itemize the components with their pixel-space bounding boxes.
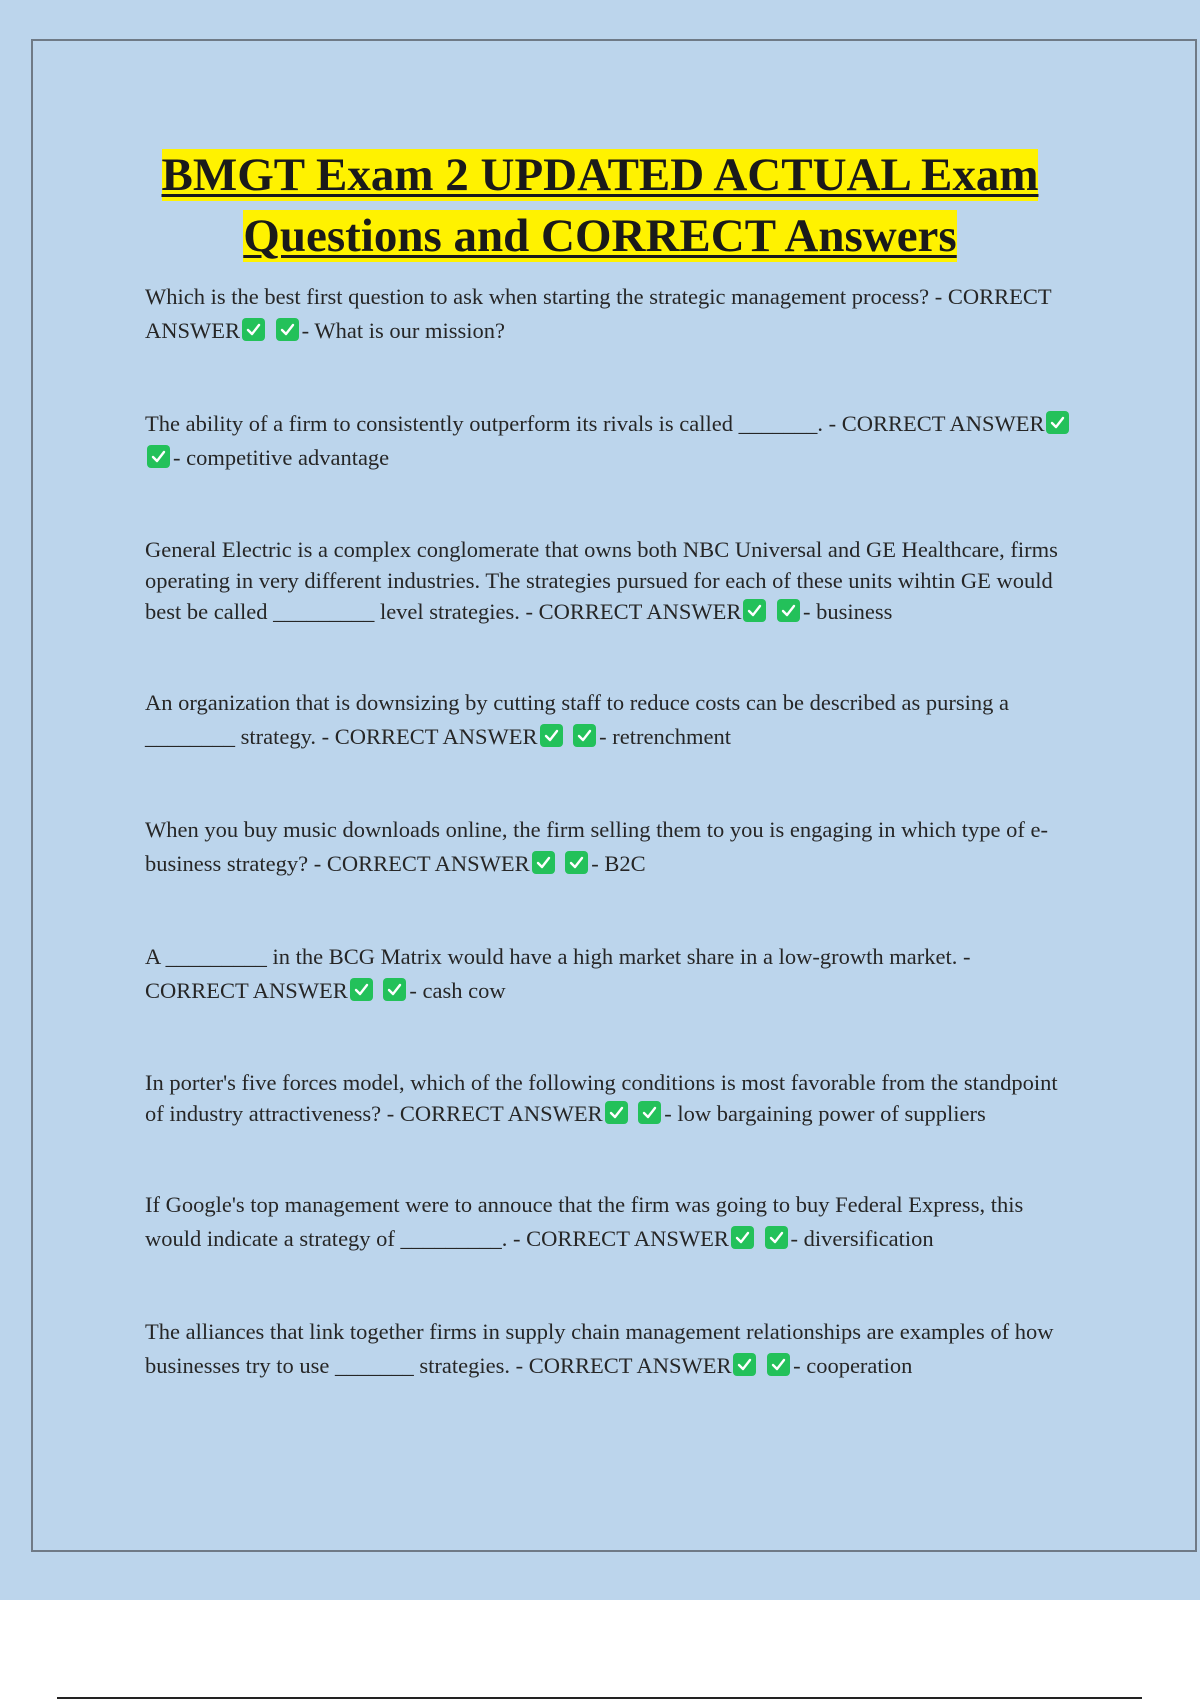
checkmark-icon	[565, 851, 588, 874]
checkmark-icon	[743, 599, 766, 622]
checkmark-icon	[532, 851, 555, 874]
answer-label: CORRECT ANSWER	[538, 599, 742, 624]
answer-text: B2C	[604, 851, 646, 876]
answer-text: cooperation	[806, 1353, 913, 1378]
answer-label: CORRECT ANSWER	[145, 284, 1052, 343]
qa-item	[145, 940, 1075, 1008]
question-text: If Google's top management were to annouce that the firm was going to buy Federal Express, this would indicate a strategy of _________. -	[145, 1192, 1024, 1251]
answer-separator: -	[301, 318, 315, 343]
qa-item	[145, 1067, 1075, 1129]
checkmark-icon	[350, 978, 373, 1001]
qa-item	[145, 1315, 1075, 1383]
question-text: When you buy music downloads online, the firm selling them to you is engaging in which type of e-business strategy? -	[145, 817, 1048, 876]
checkmark-icon	[731, 1226, 754, 1249]
checkmark-icon	[777, 599, 800, 622]
qa-item	[145, 686, 1075, 754]
answer-text: retrenchment	[612, 724, 731, 749]
question-answer-list	[145, 280, 1075, 1442]
checkmark-icon	[147, 445, 170, 468]
answer-separator: -	[793, 1353, 807, 1378]
answer-label: CORRECT ANSWER	[326, 851, 530, 876]
question-text: A _________ in the BCG Matrix would have a high market share in a low-growth market. -	[145, 944, 971, 969]
title-line-2: Questions and CORRECT Answers	[243, 210, 957, 262]
answer-label: CORRECT ANSWER	[145, 978, 348, 1003]
answer-label: CORRECT ANSWER	[528, 1353, 732, 1378]
checkmark-icon	[638, 1101, 661, 1124]
answer-text: low bargaining power of suppliers	[677, 1101, 986, 1126]
question-text: Which is the best first question to ask when starting the strategic management process? -	[145, 284, 943, 309]
qa-item	[145, 534, 1075, 627]
qa-item	[145, 280, 1075, 348]
answer-separator: -	[664, 1101, 678, 1126]
checkmark-icon	[383, 978, 406, 1001]
checkmark-icon	[605, 1101, 628, 1124]
question-text: An organization that is downsizing by cutting staff to reduce costs can be described as pursing a ________ strategy. -	[145, 690, 1009, 749]
qa-item	[145, 813, 1075, 881]
qa-item	[145, 1188, 1075, 1256]
document-title	[0, 145, 1200, 267]
title-line-1: BMGT Exam 2 UPDATED ACTUAL Exam	[161, 149, 1039, 201]
answer-text: cash cow	[422, 978, 506, 1003]
question-text: The ability of a firm to consistently outperform its rivals is called _______. -	[145, 411, 837, 436]
checkmark-icon	[767, 1353, 790, 1376]
answer-separator: -	[803, 599, 817, 624]
checkmark-icon	[242, 318, 265, 341]
answer-text: business	[816, 599, 893, 624]
question-text: The alliances that link together firms in supply chain management relationships are examples of how businesses try to use _______ strategies. -	[145, 1319, 1054, 1378]
answer-label: CORRECT ANSWER	[399, 1101, 603, 1126]
checkmark-icon	[276, 318, 299, 341]
checkmark-icon	[1046, 411, 1069, 434]
checkmark-icon	[540, 724, 563, 747]
answer-separator: -	[790, 1226, 804, 1251]
answer-label: CORRECT ANSWER	[526, 1226, 729, 1251]
answer-separator: -	[591, 851, 605, 876]
checkmark-icon	[765, 1226, 788, 1249]
answer-separator: -	[599, 724, 613, 749]
checkmark-icon	[733, 1353, 756, 1376]
answer-label: CORRECT ANSWER	[334, 724, 538, 749]
answer-text: diversification	[803, 1226, 934, 1251]
answer-text: competitive advantage	[186, 445, 390, 470]
answer-text: What is our mission?	[314, 318, 505, 343]
question-text: In porter's five forces model, which of the following conditions is most favorable from the standpoint of industry attractiveness? -	[145, 1070, 1058, 1126]
footer-divider	[57, 1697, 1142, 1699]
question-text: General Electric is a complex conglomerate that owns both NBC Universal and GE Healthcare, firms operating in very different industries. The strategies pursued for each of these units wihtin GE would best be called _________ level strategies. -	[145, 537, 1058, 624]
qa-item	[145, 407, 1075, 475]
answer-separator: -	[409, 978, 423, 1003]
answer-label: CORRECT ANSWER	[841, 411, 1045, 436]
answer-separator: -	[173, 445, 187, 470]
checkmark-icon	[573, 724, 596, 747]
